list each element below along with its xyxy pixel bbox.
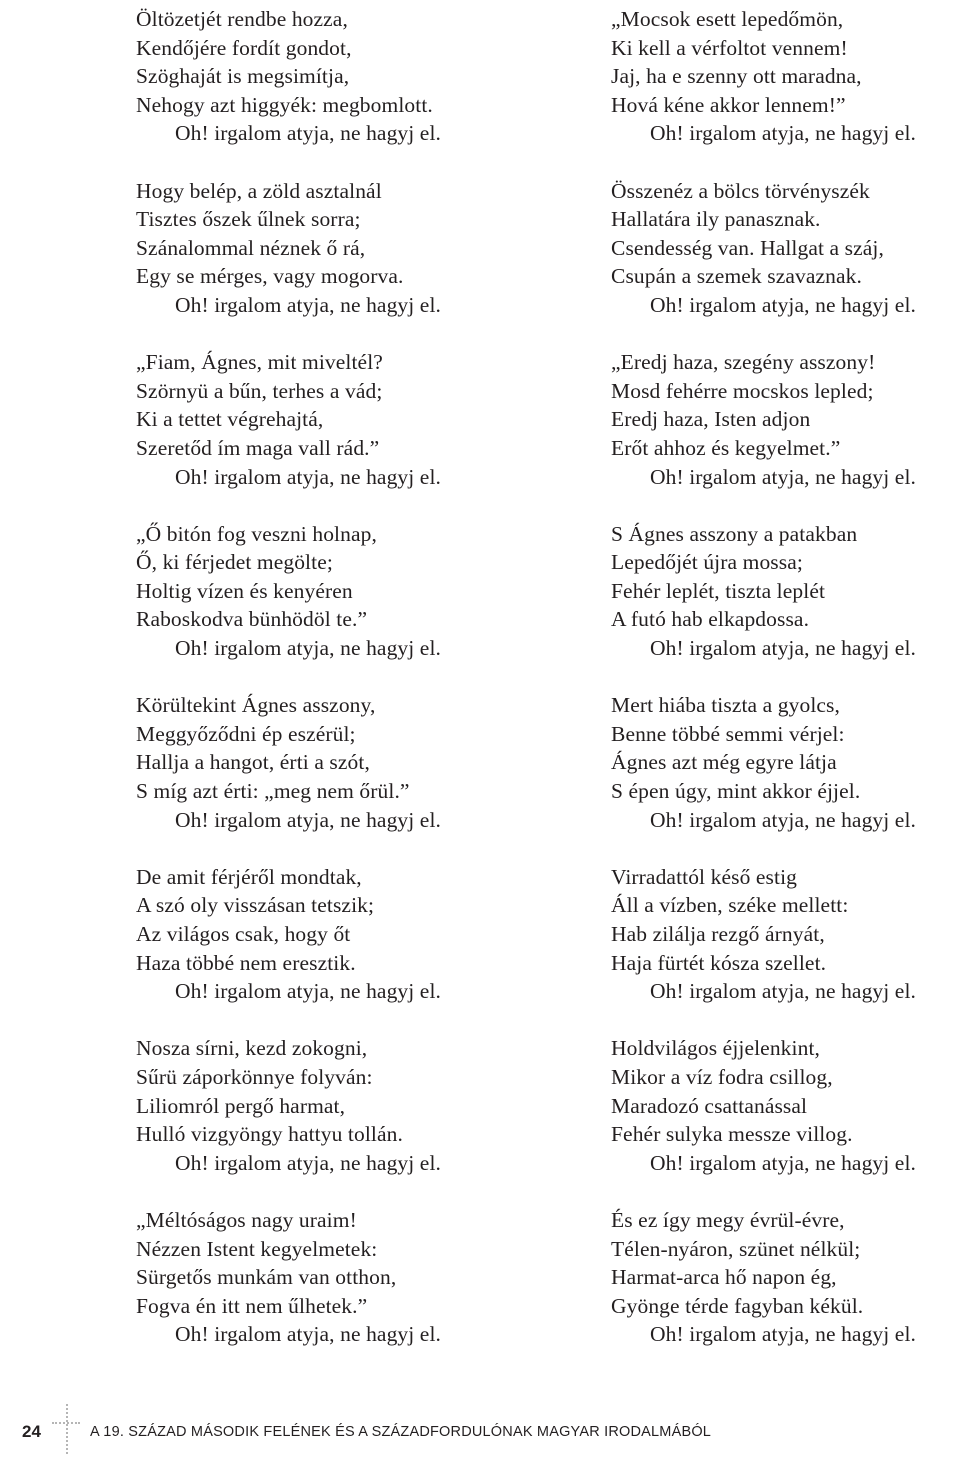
verse-line: Áll a vízben, széke mellett:	[611, 893, 849, 918]
stanza	[611, 520, 960, 663]
verse-line: Liliomról pergő harmat,	[136, 1093, 346, 1118]
verse-line: Hallatára ily panasznak.	[611, 207, 821, 232]
verse-line: Hallja a hangot, érti a szót,	[136, 750, 370, 775]
verse-line: Holdvilágos éjjelenkint,	[611, 1036, 821, 1061]
stanza	[611, 348, 960, 491]
verse-line: Mosd fehérre mocskos lepled;	[611, 378, 874, 403]
stanza	[136, 5, 506, 148]
refrain-line: Oh! irgalom atyja, ne hagyj el.	[175, 464, 442, 489]
stanza	[611, 177, 960, 320]
verse-line: Szánalommal néznek ő rá,	[136, 235, 366, 260]
verse-line: A szó oly visszásan tetszik;	[136, 893, 375, 918]
refrain-line: Oh! irgalom atyja, ne hagyj el.	[175, 292, 442, 317]
verse-line: Télen-nyáron, szünet nélkül;	[611, 1236, 861, 1261]
verse-line: „Méltóságos nagy uraim!	[136, 1207, 357, 1232]
verse-line: Mikor a víz fodra csillog,	[611, 1064, 833, 1089]
stanza	[136, 1206, 506, 1349]
refrain-line: Oh! irgalom atyja, ne hagyj el.	[650, 121, 917, 146]
verse-line: Kendőjére fordít gondot,	[136, 35, 352, 60]
verse-line: Fehér leplét, tiszta leplét	[611, 578, 826, 603]
verse-line: Haza többé nem eresztik.	[136, 950, 356, 975]
verse-line: Hogy belép, a zöld asztalnál	[136, 178, 382, 203]
verse-line: Ki kell a vérfoltot vennem!	[611, 35, 848, 60]
verse-line: S míg azt érti: „meg nem őrül.”	[136, 779, 410, 804]
refrain-line: Oh! irgalom atyja, ne hagyj el.	[175, 1150, 442, 1175]
stanza	[611, 5, 960, 148]
refrain-line: Oh! irgalom atyja, ne hagyj el.	[650, 464, 917, 489]
verse-line: S épen úgy, mint akkor éjjel.	[611, 779, 861, 804]
refrain-line: Oh! irgalom atyja, ne hagyj el.	[650, 292, 917, 317]
crosshair-ornament-icon	[58, 1404, 84, 1454]
verse-line: Tisztes őszek űlnek sorra;	[136, 207, 361, 232]
stanza	[611, 691, 960, 834]
verse-line: Körültekint Ágnes asszony,	[136, 693, 376, 718]
verse-line: Hová kéne akkor lennem!”	[611, 92, 846, 117]
verse-line: Nosza sírni, kezd zokogni,	[136, 1036, 368, 1061]
verse-line: „Ő bitón fog veszni holnap,	[136, 521, 377, 546]
verse-line: „Mocsok esett lepedőmön,	[611, 7, 844, 31]
verse-line: Jaj, ha e szenny ott maradna,	[611, 64, 862, 89]
verse-line: Összenéz a bölcs törvényszék	[611, 178, 870, 203]
verse-line: Sürgetős munkám van otthon,	[136, 1265, 397, 1290]
refrain-line: Oh! irgalom atyja, ne hagyj el.	[650, 807, 917, 832]
verse-line: Sűrü záporkönnye folyván:	[136, 1064, 373, 1089]
verse-line: Egy se mérges, vagy mogorva.	[136, 264, 404, 289]
refrain-line: Oh! irgalom atyja, ne hagyj el.	[175, 979, 442, 1004]
verse-line: Meggyőződni ép eszérül;	[136, 721, 356, 746]
verse-line: Virradattól késő estig	[611, 864, 797, 889]
verse-line: Csendesség van. Hallgat a száj,	[611, 235, 884, 260]
stanza	[136, 348, 506, 491]
refrain-line: Oh! irgalom atyja, ne hagyj el.	[650, 636, 917, 661]
verse-line: Szörnyü a bűn, terhes a vád;	[136, 378, 383, 403]
refrain-line: Oh! irgalom atyja, ne hagyj el.	[650, 1150, 917, 1175]
stanza	[136, 520, 506, 663]
verse-line: Az világos csak, hogy őt	[136, 922, 351, 946]
verse-line: Hab zilálja rezgő árnyát,	[611, 922, 825, 946]
verse-line: Maradozó csattanással	[611, 1093, 808, 1118]
stanza	[611, 863, 960, 1006]
verse-line: Csupán a szemek szavaznak.	[611, 264, 862, 289]
poem-column-left	[136, 5, 506, 1378]
refrain-line: Oh! irgalom atyja, ne hagyj el.	[175, 807, 442, 832]
verse-line: Ágnes azt még egyre látja	[611, 750, 837, 775]
poem-column-right	[611, 5, 960, 1378]
verse-line: Szöghaját is megsimítja,	[136, 64, 350, 89]
verse-line: Mert hiába tiszta a gyolcs,	[611, 693, 840, 718]
verse-line: Fehér sulyka messze villog.	[611, 1122, 853, 1147]
refrain-line: Oh! irgalom atyja, ne hagyj el.	[175, 636, 442, 661]
verse-line: És ez így megy évrül-évre,	[611, 1207, 845, 1232]
refrain-line: Oh! irgalom atyja, ne hagyj el.	[175, 1322, 442, 1347]
verse-line: Öltözetjét rendbe hozza,	[136, 7, 348, 31]
page-footer	[0, 1418, 960, 1458]
stanza	[611, 1206, 960, 1349]
refrain-line: Oh! irgalom atyja, ne hagyj el.	[175, 121, 442, 146]
stanza	[611, 1034, 960, 1177]
verse-line: Harmat-arca hő napon ég,	[611, 1265, 837, 1290]
stanza	[136, 863, 506, 1006]
verse-line: Nézzen Istent kegyelmetek:	[136, 1236, 378, 1261]
stanza	[136, 177, 506, 320]
verse-line: Nehogy azt higgyék: megbomlott.	[136, 92, 433, 117]
verse-line: Fogva én itt nem űlhetek.”	[136, 1293, 368, 1318]
verse-line: „Fiam, Ágnes, mit miveltél?	[136, 350, 383, 375]
verse-line: Haja fürtét kósza szellet.	[611, 950, 827, 975]
running-title: A 19. SZÁZAD MÁSODIK FELÉNEK ÉS A SZÁZADFORDULÓNAK MAGYAR IRODALMÁBÓL	[90, 1424, 712, 1440]
refrain-line: Oh! irgalom atyja, ne hagyj el.	[650, 979, 917, 1004]
verse-line: Eredj haza, Isten adjon	[611, 407, 811, 432]
verse-line: „Eredj haza, szegény asszony!	[611, 350, 876, 375]
verse-line: Erőt ahhoz és kegyelmet.”	[611, 435, 841, 460]
verse-line: A futó hab elkapdossa.	[611, 607, 810, 632]
verse-line: Lepedőjét újra mossa;	[611, 550, 803, 575]
page-number: 24	[22, 1422, 41, 1441]
verse-line: Benne többé semmi vérjel:	[611, 721, 845, 746]
verse-line: Gyönge térde fagyban kékül.	[611, 1293, 864, 1318]
verse-line: De amit férjéről mondtak,	[136, 864, 362, 889]
refrain-line: Oh! irgalom atyja, ne hagyj el.	[650, 1322, 917, 1347]
verse-line: Szeretőd ím maga vall rád.”	[136, 435, 380, 460]
verse-line: Ki a tettet végrehajtá,	[136, 407, 324, 432]
verse-line: Holtig vízen és kenyéren	[136, 578, 353, 603]
verse-line: Ő, ki férjedet megölte;	[136, 550, 333, 575]
verse-line: Hulló vizgyöngy hattyu tollán.	[136, 1122, 403, 1147]
stanza	[136, 691, 506, 834]
verse-line: Raboskodva bünhödöl te.”	[136, 607, 368, 632]
stanza	[136, 1034, 506, 1177]
verse-line: S Ágnes asszony a patakban	[611, 521, 858, 546]
